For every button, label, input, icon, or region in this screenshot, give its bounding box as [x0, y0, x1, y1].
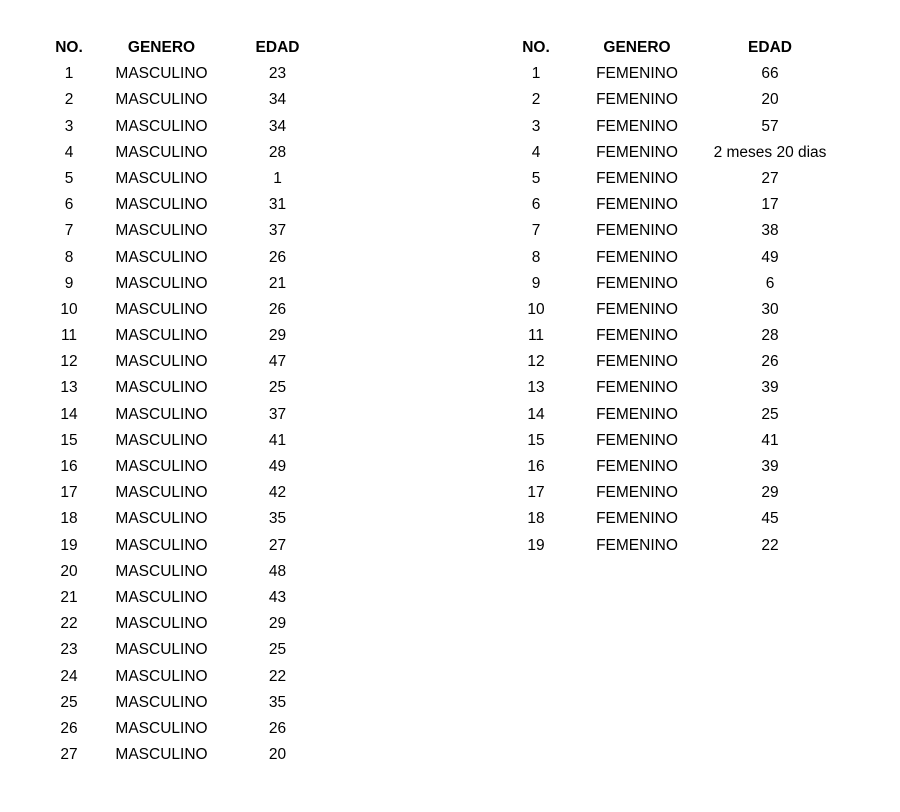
row-genero: MASCULINO [115, 484, 208, 502]
row-genero: FEMENINO [596, 431, 678, 449]
table-row [42, 114, 328, 140]
table-row [42, 297, 328, 323]
row-number: 6 [531, 196, 541, 214]
row-genero: MASCULINO [115, 615, 208, 633]
row-number: 5 [531, 169, 541, 187]
row-genero: FEMENINO [596, 353, 678, 371]
table-row [42, 61, 328, 87]
row-edad: 25 [761, 405, 779, 423]
row-edad: 27 [268, 536, 287, 554]
table-row [42, 87, 328, 113]
row-number: 20 [60, 562, 78, 580]
row-genero: FEMENINO [596, 458, 678, 475]
table-row [42, 375, 328, 401]
row-edad: 1 [273, 169, 282, 187]
male-table [42, 35, 328, 768]
table-row [42, 218, 328, 244]
row-edad: 39 [761, 379, 779, 397]
row-number: 15 [527, 431, 545, 449]
row-genero: MASCULINO [115, 143, 208, 161]
row-edad: 27 [761, 169, 779, 187]
row-genero: MASCULINO [115, 562, 208, 580]
row-number: 7 [64, 222, 74, 240]
female-table [508, 35, 830, 559]
row-edad: 25 [268, 641, 287, 659]
row-number: 3 [64, 117, 74, 135]
row-genero: MASCULINO [115, 300, 208, 318]
row-edad: 2 meses 20 dias [713, 143, 827, 161]
row-number: 11 [60, 327, 78, 345]
row-genero: FEMENINO [596, 379, 678, 397]
row-genero: FEMENINO [596, 484, 678, 502]
row-number: 27 [60, 746, 78, 764]
row-genero: MASCULINO [115, 379, 208, 397]
row-number: 2 [64, 91, 74, 109]
female-table-body [508, 61, 830, 559]
row-number: 18 [527, 510, 545, 528]
row-edad: 43 [268, 588, 287, 606]
table-row [508, 271, 830, 297]
row-genero: MASCULINO [115, 431, 208, 449]
row-edad: 34 [268, 117, 287, 135]
row-number: 18 [60, 510, 78, 528]
table-row [42, 166, 328, 192]
table-row [42, 664, 328, 690]
row-genero: FEMENINO [596, 274, 678, 292]
male-table-body [42, 61, 328, 768]
row-edad: 31 [268, 196, 287, 214]
row-number: 9 [531, 274, 541, 292]
row-genero: MASCULINO [115, 222, 208, 240]
row-edad: 26 [268, 248, 287, 266]
table-row [508, 454, 830, 480]
table-row [42, 428, 328, 454]
row-edad: 6 [765, 274, 775, 292]
row-edad: 57 [761, 117, 779, 135]
row-genero: FEMENINO [596, 169, 678, 187]
table-row [42, 480, 328, 506]
row-number: 22 [60, 615, 78, 633]
table-row [508, 402, 830, 428]
header-genero: GENERO [603, 39, 671, 56]
row-edad: 41 [268, 431, 287, 449]
row-edad: 39 [761, 458, 779, 475]
row-genero: FEMENINO [596, 248, 678, 266]
row-number: 13 [60, 379, 78, 397]
table-row [42, 611, 328, 637]
table-row [508, 61, 830, 87]
table-row [42, 349, 328, 375]
row-genero: MASCULINO [115, 274, 208, 292]
table-row [508, 506, 830, 532]
table-row [42, 559, 328, 585]
row-number: 4 [64, 143, 74, 161]
row-edad: 48 [268, 562, 287, 580]
table-row [42, 271, 328, 297]
row-number: 15 [60, 431, 78, 449]
table-row [42, 140, 328, 166]
row-genero: MASCULINO [115, 248, 208, 266]
header-edad: EDAD [748, 39, 792, 56]
row-number: 17 [527, 484, 545, 502]
row-edad: 34 [268, 91, 287, 109]
table-row [42, 245, 328, 271]
row-edad: 38 [761, 222, 779, 240]
row-edad: 66 [761, 65, 779, 83]
row-genero: MASCULINO [115, 91, 208, 109]
table-row [42, 742, 328, 768]
row-edad: 30 [761, 300, 779, 318]
row-genero: MASCULINO [115, 65, 208, 83]
male-table-header [42, 35, 328, 61]
row-genero: MASCULINO [115, 327, 208, 345]
row-genero: MASCULINO [115, 588, 208, 606]
row-genero: FEMENINO [596, 405, 678, 423]
row-edad: 26 [761, 353, 779, 371]
table-row [508, 297, 830, 323]
row-genero: MASCULINO [115, 719, 208, 737]
row-number: 8 [64, 248, 74, 266]
row-edad: 20 [268, 746, 287, 764]
row-edad: 49 [268, 458, 287, 475]
row-number: 5 [64, 169, 74, 187]
row-number: 16 [60, 458, 78, 475]
table-row [42, 192, 328, 218]
table-row [42, 585, 328, 611]
table-row [42, 323, 328, 349]
row-edad: 42 [268, 484, 287, 502]
row-number: 21 [60, 588, 78, 606]
row-genero: MASCULINO [115, 746, 208, 764]
row-genero: FEMENINO [596, 65, 678, 83]
row-number: 7 [531, 222, 541, 240]
row-number: 12 [60, 353, 78, 371]
row-edad: 29 [268, 615, 287, 633]
row-edad: 20 [761, 91, 779, 109]
row-number: 2 [531, 91, 541, 109]
table-row [42, 506, 328, 532]
table-row [42, 454, 328, 480]
row-genero: MASCULINO [115, 693, 208, 711]
row-genero: FEMENINO [596, 300, 678, 318]
row-number: 9 [64, 274, 74, 292]
row-number: 6 [64, 196, 74, 214]
row-number: 19 [60, 536, 78, 554]
row-number: 25 [60, 693, 78, 711]
row-edad: 21 [268, 274, 287, 292]
table-row [508, 245, 830, 271]
row-edad: 35 [268, 693, 287, 711]
row-genero: MASCULINO [115, 169, 208, 187]
row-number: 19 [527, 536, 545, 554]
table-row [42, 716, 328, 742]
table-row [508, 218, 830, 244]
table-row [42, 690, 328, 716]
row-edad: 28 [761, 327, 779, 345]
row-number: 11 [527, 327, 545, 345]
row-number: 3 [531, 117, 541, 135]
row-edad: 49 [761, 248, 779, 266]
row-edad: 41 [761, 431, 779, 449]
table-row [508, 323, 830, 349]
table-row [42, 637, 328, 663]
row-number: 10 [527, 300, 545, 318]
row-number: 4 [531, 143, 541, 161]
row-genero: FEMENINO [596, 536, 678, 554]
female-table-header [508, 35, 830, 61]
row-edad: 29 [761, 484, 779, 502]
row-genero: FEMENINO [596, 510, 678, 528]
table-row [508, 140, 830, 166]
row-edad: 45 [761, 510, 779, 528]
row-number: 16 [527, 458, 545, 475]
row-edad: 35 [268, 510, 287, 528]
row-genero: MASCULINO [115, 667, 208, 685]
row-edad: 22 [761, 536, 779, 554]
table-row [508, 375, 830, 401]
table-row [42, 402, 328, 428]
row-genero: FEMENINO [596, 327, 678, 345]
row-number: 14 [60, 405, 78, 423]
row-genero: MASCULINO [115, 641, 208, 659]
row-genero: FEMENINO [596, 117, 678, 135]
header-edad: EDAD [255, 39, 300, 56]
table-row [508, 192, 830, 218]
table-row [508, 87, 830, 113]
row-genero: MASCULINO [115, 458, 208, 475]
row-edad: 26 [268, 300, 287, 318]
row-edad: 47 [268, 353, 287, 371]
table-row [508, 480, 830, 506]
row-genero: FEMENINO [596, 222, 678, 240]
row-edad: 29 [268, 327, 287, 345]
row-genero: FEMENINO [596, 91, 678, 109]
row-genero: MASCULINO [115, 117, 208, 135]
table-row [508, 114, 830, 140]
row-genero: FEMENINO [596, 196, 678, 214]
row-number: 8 [531, 248, 541, 266]
row-genero: MASCULINO [115, 510, 208, 528]
row-edad: 22 [268, 667, 287, 685]
row-number: 23 [60, 641, 78, 659]
row-number: 24 [60, 667, 78, 685]
row-number: 13 [527, 379, 545, 397]
row-genero: FEMENINO [596, 143, 678, 161]
row-number: 14 [527, 405, 545, 423]
row-genero: MASCULINO [115, 536, 208, 554]
row-number: 1 [531, 65, 541, 83]
row-edad: 17 [761, 196, 779, 214]
table-row [508, 533, 830, 559]
row-number: 17 [60, 484, 78, 502]
row-edad: 23 [268, 65, 287, 83]
row-number: 1 [64, 65, 74, 83]
header-no: NO. [522, 39, 550, 56]
row-number: 12 [527, 353, 545, 371]
table-row [42, 533, 328, 559]
row-genero: MASCULINO [115, 353, 208, 371]
row-genero: MASCULINO [115, 196, 208, 214]
table-row [508, 166, 830, 192]
table-row [508, 428, 830, 454]
row-edad: 37 [268, 222, 287, 240]
row-edad: 26 [268, 719, 287, 737]
row-edad: 25 [268, 379, 287, 397]
row-genero: MASCULINO [115, 405, 208, 423]
header-no: NO. [55, 39, 83, 56]
row-edad: 37 [268, 405, 287, 423]
row-number: 10 [60, 300, 78, 318]
header-genero: GENERO [127, 39, 196, 56]
row-edad: 28 [268, 143, 287, 161]
table-row [508, 349, 830, 375]
row-number: 26 [60, 719, 78, 737]
